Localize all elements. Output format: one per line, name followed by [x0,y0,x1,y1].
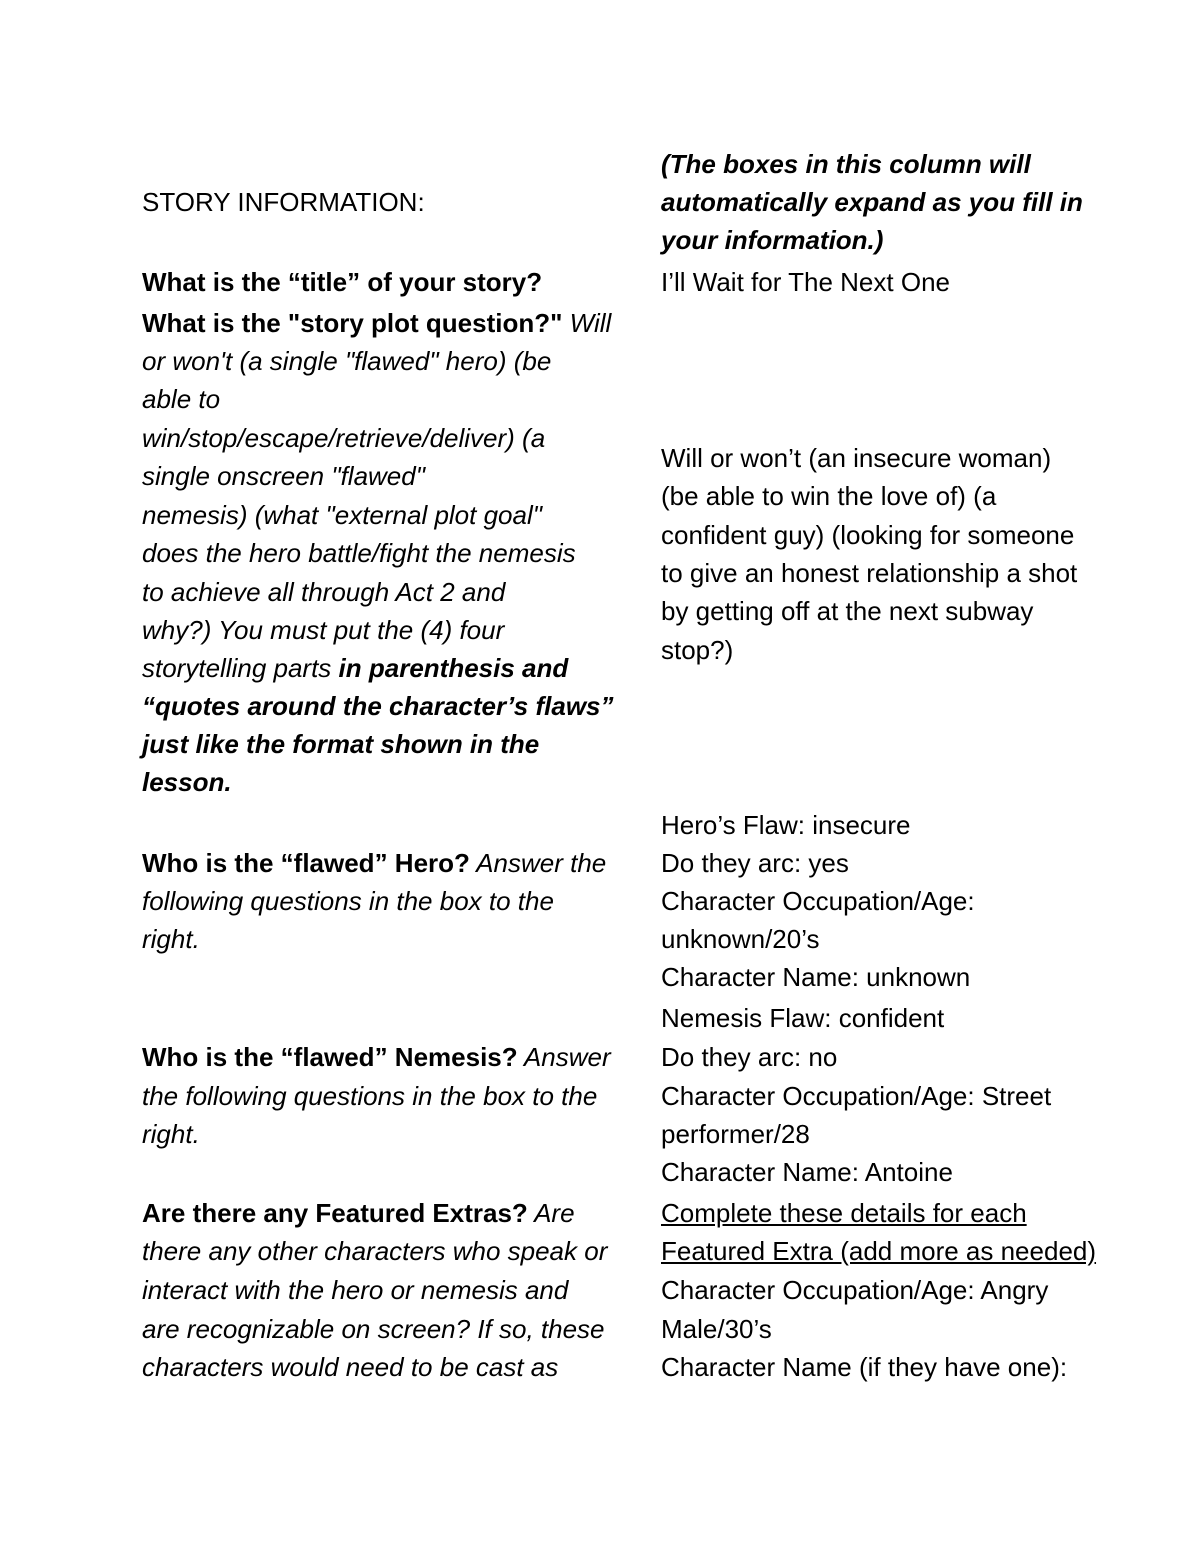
title-answer: I’ll Wait for The Next One [661,267,950,297]
nemesis-question-line-1 [142,1038,611,1076]
hero-question-instruction-start: Answer the [469,848,607,878]
hero-question-label: Who is the “flawed” Hero? [142,848,470,878]
extra-name-label: Character Name (if they have one): [661,1352,1068,1382]
extras-instruction-line-2: Featured Extra (add more as needed) [661,1236,1097,1266]
hero-flaw: Hero’s Flaw: insecure [661,810,911,840]
plot-question-line-4: win/stop/escape/retrieve/deliver) (a [142,423,546,453]
plot-question-line-5: single onscreen "flawed" [142,461,425,491]
plot-question-line-10 [142,649,568,687]
nemesis-flaw: Nemesis Flaw: confident [661,1003,945,1033]
plot-question-line-9: why?) You must put the (4) four [142,615,505,645]
hero-question-line-3: right. [142,924,200,954]
plot-question-italic-part: storytelling parts [142,653,339,683]
plot-answer-line-6: stop?) [661,635,734,665]
hero-occupation-label: Character Occupation/Age: [661,886,975,916]
extras-question-line-4: are recognizable on screen? If so, these [142,1314,605,1344]
extra-occupation-label: Character Occupation/Age: Angry [661,1275,1049,1305]
section-heading: STORY INFORMATION: [142,187,425,217]
hero-name: Character Name: unknown [661,962,971,992]
nemesis-name: Character Name: Antoine [661,1157,953,1187]
plot-question-line-6: nemesis) (what "external plot goal" [142,500,542,530]
extras-question-line-2: there any other characters who speak or [142,1236,608,1266]
plot-answer-line-1: Will or won’t (an insecure woman) [661,443,1052,473]
plot-answer-line-4: to give an honest relationship a shot [661,558,1078,588]
plot-question-line-7: does the hero battle/fight the nemesis [142,538,576,568]
plot-answer-line-3: confident guy) (looking for someone [661,520,1075,550]
plot-question-label: What is the "story plot question?" [142,308,563,338]
plot-question-line-13: lesson. [142,767,232,797]
hero-question-line-2: following questions in the box to the [142,886,554,916]
plot-question-line-8: to achieve all through Act 2 and [142,577,506,607]
plot-answer-line-2: (be able to win the love of) (a [661,481,997,511]
plot-answer-line-5: by getting off at the next subway [661,596,1034,626]
hero-occupation-value: unknown/20’s [661,924,820,954]
column-note-line-1: (The boxes in this column will [661,149,1031,179]
extra-occupation-value: Male/30’s [661,1314,772,1344]
extras-question-instruction-start: Are [527,1198,575,1228]
column-note-line-3: your information.) [661,225,884,255]
plot-question-line-1 [142,304,611,342]
extras-question-label: Are there any Featured Extras? [142,1198,528,1228]
plot-question-instruction-start: Will [562,308,612,338]
nemesis-arc: Do they arc: no [661,1042,838,1072]
hero-arc: Do they arc: yes [661,848,849,878]
nemesis-question-line-2: the following questions in the box to the [142,1081,598,1111]
nemesis-question-line-3: right. [142,1119,200,1149]
hero-question-line-1 [142,844,606,882]
plot-question-emphasis: in parenthesis and [338,653,569,683]
nemesis-question-label: Who is the “flawed” Nemesis? [142,1042,518,1072]
plot-question-line-2: or won't (a single "flawed" hero) (be [142,346,552,376]
nemesis-occupation-label: Character Occupation/Age: Street [661,1081,1052,1111]
nemesis-occupation-value: performer/28 [661,1119,810,1149]
extras-question-line-1 [142,1194,575,1232]
extras-instruction-line-1: Complete these details for each [661,1198,1027,1228]
nemesis-question-instruction-start: Answer [517,1042,611,1072]
extras-question-line-3: interact with the hero or nemesis and [142,1275,569,1305]
title-question: What is the “title” of your story? [142,267,543,297]
plot-question-line-12: just like the format shown in the [142,729,540,759]
plot-question-line-3: able to [142,384,221,414]
column-note-line-2: automatically expand as you fill in [661,187,1083,217]
extras-question-line-5: characters would need to be cast as [142,1352,559,1382]
plot-question-line-11: “quotes around the character’s flaws” [142,691,614,721]
